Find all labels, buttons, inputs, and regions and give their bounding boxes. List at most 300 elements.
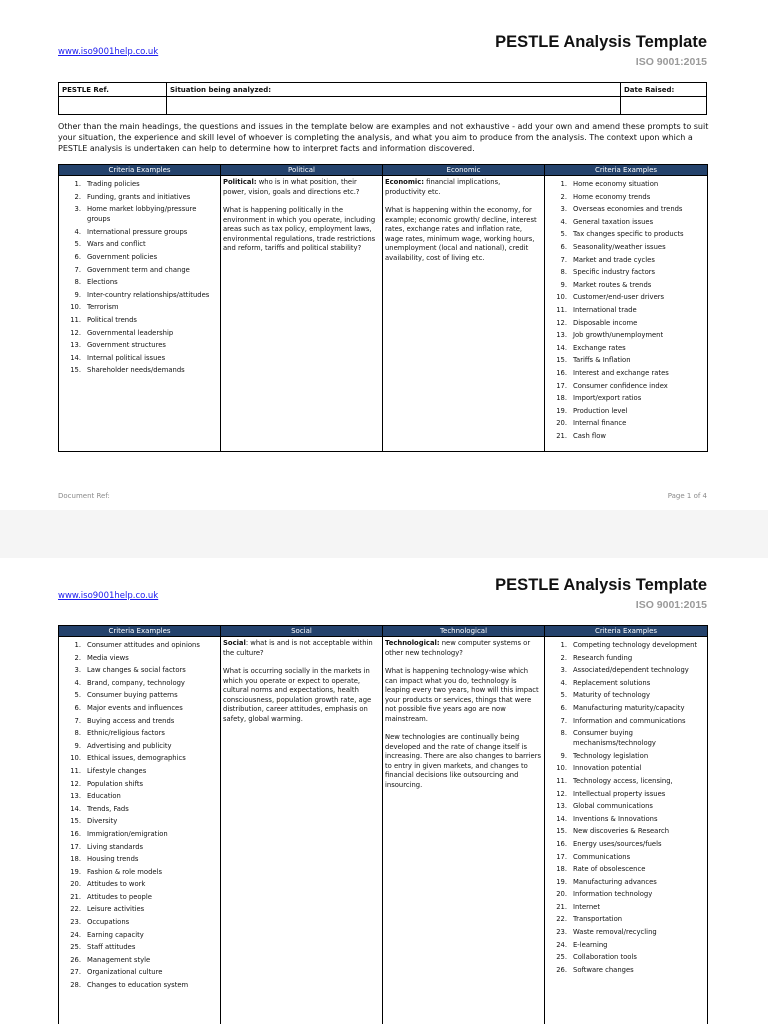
criteria-text: Manufacturing maturity/capacity	[573, 703, 685, 712]
criteria-item	[547, 354, 705, 367]
social-question: : what is and is not acceptable within the culture?	[223, 639, 373, 657]
criteria-number: 20.	[70, 880, 81, 889]
criteria-text: Organizational culture	[87, 968, 163, 977]
criteria-item	[547, 304, 705, 317]
criteria-text: Consumer attitudes and opinions	[87, 641, 200, 649]
criteria-text: Terrorism	[87, 303, 119, 312]
economic-heading: Economic:	[385, 178, 425, 186]
criteria-number: 10.	[70, 303, 81, 312]
criteria-item	[547, 203, 705, 216]
criteria-number: 14.	[70, 804, 81, 813]
criteria-item	[547, 775, 705, 788]
website-link-2[interactable]: www.iso9001help.co.uk	[58, 591, 159, 601]
criteria-item	[61, 191, 218, 204]
criteria-number: 5.	[74, 240, 81, 249]
criteria-item	[547, 901, 705, 914]
social-description: What is occurring socially in the markets in which you operate or expect to operate, cultural norms and expectations, health consciousness, population growth rate, age distribution, career attitudes, emphasis on safety, global warming.	[223, 667, 372, 723]
criteria-text: Living standards	[87, 842, 144, 851]
criteria-number: 23.	[556, 928, 567, 937]
criteria-text: Global communications	[573, 802, 653, 811]
criteria-number: 1.	[560, 180, 567, 188]
criteria-item	[547, 380, 705, 393]
criteria-number: 20.	[556, 419, 567, 428]
criteria-text: Immigration/emigration	[87, 829, 168, 838]
criteria-item	[61, 238, 218, 251]
document-title-2: PESTLE Analysis Template	[495, 576, 707, 594]
criteria-number: 26.	[70, 955, 81, 964]
intro-text: Other than the main headings, the questions and issues in the template below are examples and not exhaustive - add your own and amend these prompts to suit your situation, the experience and skill level of whoever is completing the analysis, and what you aim to produce from the analysis. The context upon which a PESTLE analysis is undertaken can help to determine how to interpret facts and information discovered.	[58, 122, 709, 153]
political-heading: Political:	[223, 178, 257, 186]
criteria-text: Trends, Fads	[87, 804, 129, 813]
social-heading: Social	[223, 639, 246, 647]
criteria-number: 2.	[74, 653, 81, 662]
criteria-text: Wars and conflict	[87, 240, 146, 249]
criteria-item	[547, 664, 705, 677]
criteria-text: Consumer buying patterns	[87, 691, 178, 700]
criteria-text: Waste removal/recycling	[573, 928, 657, 937]
criteria-item	[547, 939, 705, 952]
criteria-text: Population shifts	[87, 779, 144, 788]
criteria-number: 13.	[70, 792, 81, 801]
criteria-item	[547, 750, 705, 763]
criteria-text: New discoveries & Research	[573, 827, 670, 836]
criteria-item	[547, 788, 705, 801]
criteria-number: 27.	[70, 968, 81, 977]
criteria-number: 6.	[74, 252, 81, 261]
criteria-item	[547, 317, 705, 330]
criteria-text: Media views	[87, 653, 129, 662]
criteria-text: Import/export ratios	[573, 394, 642, 403]
social-cell[interactable]	[221, 637, 383, 1024]
document-title: PESTLE Analysis Template	[495, 33, 707, 51]
website-link[interactable]: www.iso9001help.co.uk	[58, 47, 159, 57]
criteria-text: Associated/dependent technology	[573, 666, 689, 675]
criteria-item	[61, 327, 218, 340]
document-page-2	[0, 558, 768, 1024]
criteria-item	[547, 851, 705, 864]
criteria-item	[547, 838, 705, 851]
criteria-text: Housing trends	[87, 855, 139, 864]
criteria-text: Cash flow	[573, 431, 606, 440]
criteria-number: 23.	[70, 918, 81, 927]
political-economic-table	[58, 164, 708, 452]
criteria-number: 4.	[560, 678, 567, 687]
criteria-number: 28.	[70, 981, 81, 990]
criteria-number: 12.	[70, 779, 81, 788]
criteria-number: 1.	[74, 180, 81, 188]
criteria-number: 6.	[560, 242, 567, 251]
criteria-text: Software changes	[573, 965, 634, 974]
criteria-text: Funding, grants and initiatives	[87, 192, 191, 201]
economic-description: What is happening within the economy, for example; economic growth/ decline, interest rates, exchange rates and inflation rate, wage rates, minimum wage, working hours, unemployment (local and national), credit availability, cost of living etc.	[385, 206, 537, 262]
criteria-number: 14.	[70, 353, 81, 362]
pestle-ref-field[interactable]	[59, 97, 167, 115]
criteria-text: Staff attitudes	[87, 943, 136, 952]
criteria-text: Trading policies	[87, 180, 140, 188]
criteria-item	[547, 329, 705, 342]
criteria-text: Elections	[87, 278, 118, 287]
social-criteria-cell	[59, 637, 221, 1024]
standard-label: ISO 9001:2015	[635, 56, 707, 68]
criteria-number: 25.	[556, 953, 567, 962]
criteria-item	[61, 941, 218, 954]
criteria-text: Home market lobbying/pressure groups	[87, 205, 197, 224]
criteria-item	[61, 903, 218, 916]
criteria-number: 5.	[560, 691, 567, 700]
criteria-text: General taxation issues	[573, 217, 654, 226]
criteria-text: Exchange rates	[573, 343, 626, 352]
criteria-item	[61, 677, 218, 690]
technological-question: new computer systems or other new technology?	[385, 639, 531, 657]
criteria-text: Brand, company, technology	[87, 678, 185, 687]
criteria-text: Shareholder needs/demands	[87, 366, 185, 375]
criteria-item	[547, 652, 705, 665]
pestle-ref-label: PESTLE Ref.	[59, 83, 167, 97]
social-header: Social	[221, 626, 383, 637]
criteria-item	[547, 178, 705, 191]
criteria-number: 3.	[560, 205, 567, 214]
criteria-text: Job growth/unemployment	[573, 331, 664, 340]
criteria-number: 17.	[556, 852, 567, 861]
criteria-item	[547, 689, 705, 702]
criteria-text: Buying access and trends	[87, 716, 175, 725]
criteria-number: 18.	[556, 394, 567, 403]
criteria-text: Governmental leadership	[87, 328, 174, 337]
criteria-text: Major events and influences	[87, 703, 183, 712]
criteria-text: Ethical issues, demographics	[87, 754, 186, 763]
criteria-number: 10.	[556, 293, 567, 302]
criteria-item	[61, 339, 218, 352]
standard-label-2: ISO 9001:2015	[635, 599, 707, 611]
criteria-item	[547, 888, 705, 901]
political-criteria-list	[61, 178, 218, 377]
technological-description: What is happening technology-wise which can impact what you do, technology is leaping every two years, how will this impact your products or services, things that were not possible five years ago are now mainstream.	[385, 667, 539, 723]
criteria-number: 6.	[560, 703, 567, 712]
criteria-number: 10.	[70, 754, 81, 763]
technological-criteria-cell	[545, 637, 708, 1024]
criteria-item	[547, 702, 705, 715]
criteria-text: Tax changes specific to products	[573, 230, 684, 239]
criteria-number: 7.	[74, 265, 81, 274]
criteria-text: Customer/end-user drivers	[573, 293, 665, 302]
criteria-number: 26.	[556, 965, 567, 974]
criteria-item	[61, 790, 218, 803]
political-cell[interactable]	[221, 176, 383, 452]
criteria-number: 14.	[556, 343, 567, 352]
criteria-item	[547, 727, 705, 750]
criteria-item	[61, 178, 218, 191]
criteria-number: 3.	[74, 205, 81, 214]
criteria-item	[61, 752, 218, 765]
criteria-number: 24.	[556, 940, 567, 949]
criteria-item	[61, 664, 218, 677]
criteria-text: Leisure activities	[87, 905, 145, 914]
political-criteria-cell	[59, 176, 221, 452]
criteria-item	[61, 301, 218, 314]
criteria-item	[61, 966, 218, 979]
situation-field[interactable]	[167, 97, 621, 115]
criteria-text: Home economy situation	[573, 180, 659, 188]
criteria-number: 16.	[70, 829, 81, 838]
criteria-text: Innovation potential	[573, 764, 642, 773]
criteria-number: 9.	[74, 290, 81, 299]
criteria-text: Consumer buying mechanisms/technology	[573, 729, 656, 748]
criteria-text: Rate of obsolescence	[573, 865, 646, 874]
criteria-item	[61, 314, 218, 327]
criteria-number: 13.	[556, 331, 567, 340]
criteria-item	[61, 979, 218, 992]
criteria-number: 10.	[556, 764, 567, 773]
criteria-number: 19.	[70, 867, 81, 876]
criteria-text: Attitudes to work	[87, 880, 146, 889]
document-ref-label: Document Ref:	[58, 492, 110, 500]
criteria-text: Political trends	[87, 315, 137, 324]
criteria-text: Advertising and publicity	[87, 741, 172, 750]
criteria-item	[61, 652, 218, 665]
criteria-item	[61, 916, 218, 929]
criteria-number: 16.	[556, 839, 567, 848]
criteria-text: Maturity of technology	[573, 691, 650, 700]
criteria-item	[61, 276, 218, 289]
criteria-number: 11.	[70, 315, 81, 324]
criteria-item	[61, 289, 218, 302]
criteria-item	[61, 878, 218, 891]
criteria-text: Inventions & Innovations	[573, 814, 658, 823]
criteria-item	[61, 803, 218, 816]
criteria-number: 18.	[70, 855, 81, 864]
criteria-item	[547, 266, 705, 279]
criteria-item	[547, 825, 705, 838]
criteria-text: Fashion & role models	[87, 867, 163, 876]
criteria-text: Market routes & trends	[573, 280, 652, 289]
criteria-number: 4.	[74, 678, 81, 687]
criteria-number: 25.	[70, 943, 81, 952]
criteria-text: Attitudes to people	[87, 892, 152, 901]
criteria-text: Seasonality/weather issues	[573, 242, 666, 251]
criteria-item	[61, 853, 218, 866]
technological-cell[interactable]	[383, 637, 545, 1024]
reference-table	[58, 82, 707, 115]
criteria-number: 15.	[70, 817, 81, 826]
criteria-number: 6.	[74, 703, 81, 712]
criteria-text: Intellectual property issues	[573, 789, 666, 798]
criteria-number: 3.	[74, 666, 81, 675]
economic-criteria-cell	[545, 176, 708, 452]
criteria-item	[547, 813, 705, 826]
economic-cell[interactable]	[383, 176, 545, 452]
criteria-number: 12.	[70, 328, 81, 337]
criteria-number: 7.	[560, 255, 567, 264]
criteria-item	[547, 405, 705, 418]
criteria-text: Internal political issues	[87, 353, 166, 362]
criteria-text: Information technology	[573, 890, 653, 899]
technological-description-2: New technologies are continually being developed and the rate of change itself is increasing. There are also changes to barriers to entry in given markets, and changes to financial decisions like outsourcing and insourcing.	[385, 733, 542, 789]
criteria-text: Competing technology development	[573, 641, 698, 649]
criteria-number: 15.	[70, 366, 81, 375]
criteria-number: 8.	[74, 278, 81, 287]
criteria-item	[61, 639, 218, 652]
political-header: Political	[221, 165, 383, 176]
criteria-text: Overseas economies and trends	[573, 205, 683, 214]
criteria-number: 1.	[560, 641, 567, 649]
criteria-number: 7.	[74, 716, 81, 725]
criteria-text: Specific industry factors	[573, 268, 656, 277]
criteria-item	[61, 866, 218, 879]
criteria-item	[61, 841, 218, 854]
criteria-number: 9.	[560, 751, 567, 760]
criteria-number: 3.	[560, 666, 567, 675]
economic-question: financial implications, productivity etc.	[385, 178, 501, 196]
criteria-item	[547, 367, 705, 380]
situation-label: Situation being analyzed:	[167, 83, 621, 97]
criteria-item	[547, 191, 705, 204]
criteria-text: Information and communications	[573, 716, 686, 725]
criteria-item	[547, 291, 705, 304]
criteria-text: Education	[87, 792, 121, 801]
criteria-number: 8.	[560, 268, 567, 277]
criteria-text: Inter-country relationships/attitudes	[87, 290, 210, 299]
criteria-item	[547, 677, 705, 690]
date-raised-label: Date Raised:	[621, 83, 707, 97]
criteria-number: 22.	[70, 905, 81, 914]
criteria-text: Earning capacity	[87, 930, 144, 939]
criteria-number: 21.	[70, 892, 81, 901]
criteria-number: 7.	[560, 716, 567, 725]
criteria-text: Communications	[573, 852, 631, 861]
criteria-item	[547, 876, 705, 889]
criteria-item	[547, 800, 705, 813]
criteria-number: 22.	[556, 915, 567, 924]
criteria-item	[61, 828, 218, 841]
criteria-number: 11.	[556, 305, 567, 314]
criteria-item	[547, 254, 705, 267]
criteria-text: Government term and change	[87, 265, 190, 274]
criteria-item	[547, 279, 705, 292]
criteria-number: 21.	[556, 902, 567, 911]
criteria-item	[61, 251, 218, 264]
criteria-text: Changes to education system	[87, 981, 189, 990]
criteria-text: Disposable income	[573, 318, 638, 327]
criteria-text: Replacement solutions	[573, 678, 651, 687]
criteria-text: Occupations	[87, 918, 130, 927]
criteria-number: 13.	[70, 341, 81, 350]
political-description: What is happening politically in the environment in which you operate, including areas such as tax policy, employment laws, environmental regulations, trade restrictions and reform, tariffs and political stability?	[223, 206, 376, 252]
criteria-number: 15.	[556, 827, 567, 836]
criteria-text: Tariffs & Inflation	[573, 356, 631, 365]
technological-header: Technological	[383, 626, 545, 637]
social-criteria-list	[61, 639, 218, 992]
criteria-text: Home economy trends	[573, 192, 651, 201]
criteria-number: 8.	[74, 729, 81, 738]
criteria-item	[547, 964, 705, 977]
criteria-item	[547, 913, 705, 926]
criteria-item	[547, 951, 705, 964]
criteria-number: 16.	[556, 368, 567, 377]
criteria-item	[547, 863, 705, 876]
criteria-item	[547, 639, 705, 652]
criteria-item	[61, 954, 218, 967]
criteria-item	[547, 762, 705, 775]
criteria-header-right: Criteria Examples	[545, 165, 708, 176]
criteria-item	[61, 891, 218, 904]
criteria-text: Research funding	[573, 653, 633, 662]
criteria-item	[61, 702, 218, 715]
economic-criteria-list	[547, 178, 705, 442]
technological-heading: Technological:	[385, 639, 440, 647]
criteria-number: 2.	[560, 653, 567, 662]
criteria-item	[547, 430, 705, 443]
criteria-text: Transportation	[573, 915, 623, 924]
criteria-text: E-learning	[573, 940, 608, 949]
criteria-text: Market and trade cycles	[573, 255, 655, 264]
criteria-number: 9.	[74, 741, 81, 750]
criteria-item	[547, 715, 705, 728]
page-gap	[0, 510, 768, 558]
criteria-number: 11.	[556, 776, 567, 785]
criteria-text: Technology access, licensing,	[573, 776, 673, 785]
criteria-text: Collaboration tools	[573, 953, 637, 962]
criteria-number: 5.	[560, 230, 567, 239]
technological-criteria-list	[547, 639, 705, 976]
criteria-number: 12.	[556, 789, 567, 798]
criteria-text: Internet	[573, 902, 600, 911]
criteria-item	[61, 778, 218, 791]
criteria-text: Production level	[573, 406, 628, 415]
criteria-item	[61, 929, 218, 942]
political-question: who is in what position, their power, vision, goals and directions etc.?	[223, 178, 360, 196]
criteria-number: 20.	[556, 890, 567, 899]
criteria-item	[547, 342, 705, 355]
criteria-text: Management style	[87, 955, 151, 964]
economic-header: Economic	[383, 165, 545, 176]
criteria-number: 19.	[556, 877, 567, 886]
criteria-number: 19.	[556, 406, 567, 415]
criteria-number: 2.	[74, 192, 81, 201]
criteria-item	[61, 352, 218, 365]
criteria-number: 17.	[70, 842, 81, 851]
criteria-number: 4.	[74, 227, 81, 236]
criteria-number: 15.	[556, 356, 567, 365]
criteria-text: Consumer confidence index	[573, 381, 668, 390]
criteria-text: Energy uses/sources/fuels	[573, 839, 662, 848]
criteria-item	[61, 715, 218, 728]
criteria-item	[61, 740, 218, 753]
criteria-number: 4.	[560, 217, 567, 226]
criteria-number: 2.	[560, 192, 567, 201]
criteria-number: 17.	[556, 381, 567, 390]
criteria-number: 12.	[556, 318, 567, 327]
criteria-text: Government policies	[87, 252, 158, 261]
criteria-text: Diversity	[87, 817, 118, 826]
criteria-number: 18.	[556, 865, 567, 874]
criteria-header-left: Criteria Examples	[59, 165, 221, 176]
criteria-text: Manufacturing advances	[573, 877, 657, 886]
criteria-item	[547, 241, 705, 254]
criteria-number: 5.	[74, 691, 81, 700]
criteria-item	[61, 689, 218, 702]
criteria-text: Government structures	[87, 341, 166, 350]
criteria-item	[61, 364, 218, 377]
criteria-item	[61, 226, 218, 239]
criteria-number: 24.	[70, 930, 81, 939]
criteria-text: International pressure groups	[87, 227, 188, 236]
criteria-item	[61, 203, 218, 226]
criteria-number: 8.	[560, 729, 567, 738]
criteria-number: 11.	[70, 766, 81, 775]
date-raised-field[interactable]	[621, 97, 707, 115]
criteria-header-left-2: Criteria Examples	[59, 626, 221, 637]
criteria-number: 21.	[556, 431, 567, 440]
